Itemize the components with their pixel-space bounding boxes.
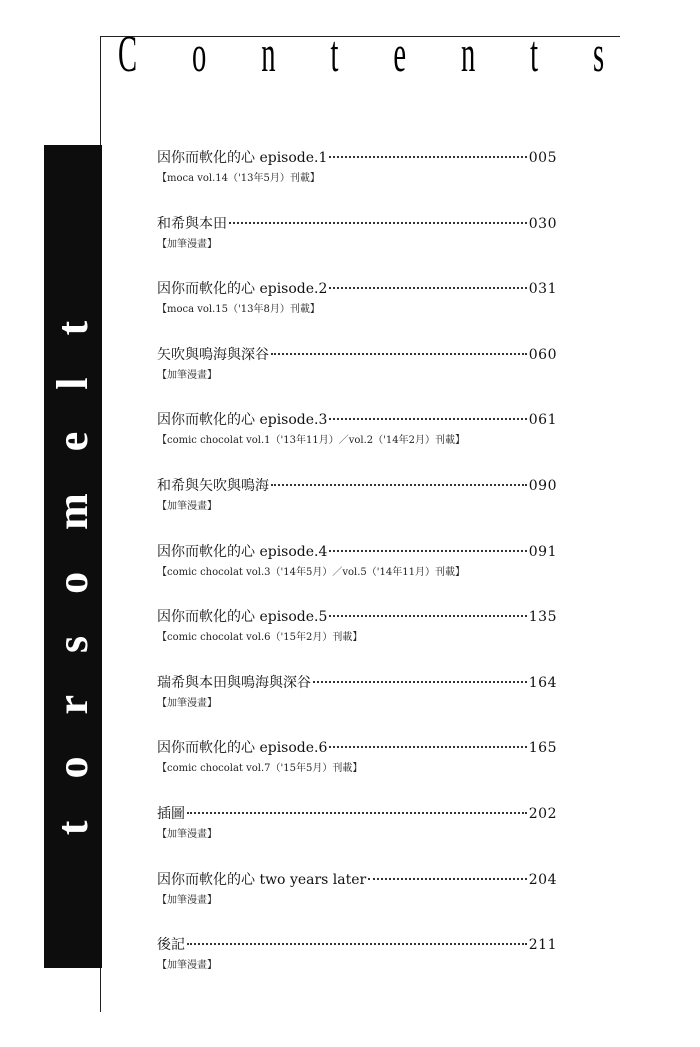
heading-letter: s [593,26,605,83]
toc-entry [157,804,557,870]
side-title: torsomelt [48,278,97,835]
toc-entry [157,870,557,936]
toc-entry-line [157,410,557,430]
toc-entry [157,345,557,411]
toc-entry-title: 因你而軟化的心 episode.3 [157,412,328,429]
toc-entry-line [157,542,557,562]
toc-entry-line [157,148,557,168]
dot-leader [329,746,526,748]
dot-leader [313,681,527,683]
toc-entry-title: 因你而軟化的心 episode.1 [157,150,328,166]
heading-letter: t [330,26,339,83]
toc-entry-page-number: 164 [528,674,557,691]
side-title-band [44,145,102,968]
toc-entry-source: 【加筆漫畫】 [157,960,217,972]
toc-entry-page-number: 165 [528,740,557,757]
dot-leader [329,287,526,289]
toc-entry [157,607,557,673]
toc-entry-page-number: 090 [528,477,557,494]
toc-entry [157,738,557,804]
dot-leader [329,156,526,158]
toc-entry-source: 【comic chocolat vol.6（'15年2月）刊載】 [157,632,363,644]
toc-entry-line [157,738,557,758]
toc-entry-page-number: 211 [528,937,557,954]
toc-entry-page-number: 091 [528,543,557,560]
toc-entry-source: 【comic chocolat vol.7（'15年5月）刊載】 [157,763,363,775]
toc-entry-page-number: 202 [528,805,557,822]
dot-leader [329,550,526,552]
toc-entry-title: 因你而軟化的心 episode.6 [157,740,328,757]
toc-entry [157,279,557,345]
toc-entry-line [157,673,557,693]
toc-entry [157,148,557,214]
toc-entry-source: 【moca vol.15（'13年8月）刊載】 [157,304,320,316]
toc-entry-title: 和希與矢吹與鳴海 [157,477,269,494]
toc-entry-source: 【加筆漫畫】 [157,697,217,709]
table-of-contents [157,148,557,1001]
toc-entry-line [157,804,557,824]
heading-letter: o [192,26,207,83]
toc-entry-page-number: 061 [528,412,557,429]
toc-entry-title: 因你而軟化的心 episode.2 [157,281,328,298]
toc-entry-source: 【加筆漫畫】 [157,894,217,906]
toc-entry-line [157,279,557,299]
toc-entry-line [157,935,557,955]
toc-entry-line [157,214,557,234]
dot-leader [271,484,527,486]
toc-entry [157,542,557,608]
toc-entry-title: 因你而軟化的心 episode.4 [157,543,328,560]
toc-entry-source: 【加筆漫畫】 [157,369,217,381]
dot-leader [187,812,527,814]
toc-entry-line [157,476,557,496]
toc-entry-source: 【加筆漫畫】 [157,500,217,512]
toc-entry [157,935,557,1001]
dot-leader [368,878,527,880]
toc-entry-source: 【moca vol.14（'13年5月）刊載】 [157,173,320,184]
heading-letter: C [118,26,138,83]
toc-entry-title: 因你而軟化的心 two years later [157,871,367,888]
toc-entry-page-number: 204 [528,871,557,888]
toc-entry-line [157,870,557,890]
heading-letter: t [530,26,539,83]
toc-entry-title: 矢吹與鳴海與深谷 [157,346,269,363]
dot-leader [329,615,526,617]
toc-entry-source: 【comic chocolat vol.1（'13年11月）／vol.2（'14年2月）刊載】 [157,435,465,447]
toc-entry [157,673,557,739]
dot-leader [329,418,526,420]
dot-leader [187,943,527,945]
toc-entry-page-number: 135 [528,609,557,626]
heading-letter: e [393,26,407,83]
toc-entry-title: 後記 [157,937,185,954]
dot-leader [271,353,527,355]
toc-entry-source: 【comic chocolat vol.3（'14年5月）／vol.5（'14年11月）刊載】 [157,566,465,578]
toc-entry-page-number: 031 [528,281,557,298]
toc-entry-line [157,607,557,627]
heading-letter: n [261,26,276,83]
contents-heading [118,26,605,83]
toc-entry-source: 【加筆漫畫】 [157,828,217,840]
dot-leader [229,222,527,224]
toc-entry [157,476,557,542]
toc-entry [157,410,557,476]
toc-entry-page-number: 005 [528,150,557,166]
toc-entry-title: 插圖 [157,805,185,822]
toc-entry-title: 因你而軟化的心 episode.5 [157,609,328,626]
toc-entry-title: 瑞希與本田與鳴海與深谷 [157,674,311,691]
toc-entry-line [157,345,557,365]
toc-entry-page-number: 060 [528,346,557,363]
toc-entry-page-number: 030 [528,215,557,232]
toc-entry [157,214,557,280]
toc-entry-title: 和希與本田 [157,215,227,232]
toc-entry-source: 【加筆漫畫】 [157,238,217,250]
heading-letter: n [460,26,476,83]
